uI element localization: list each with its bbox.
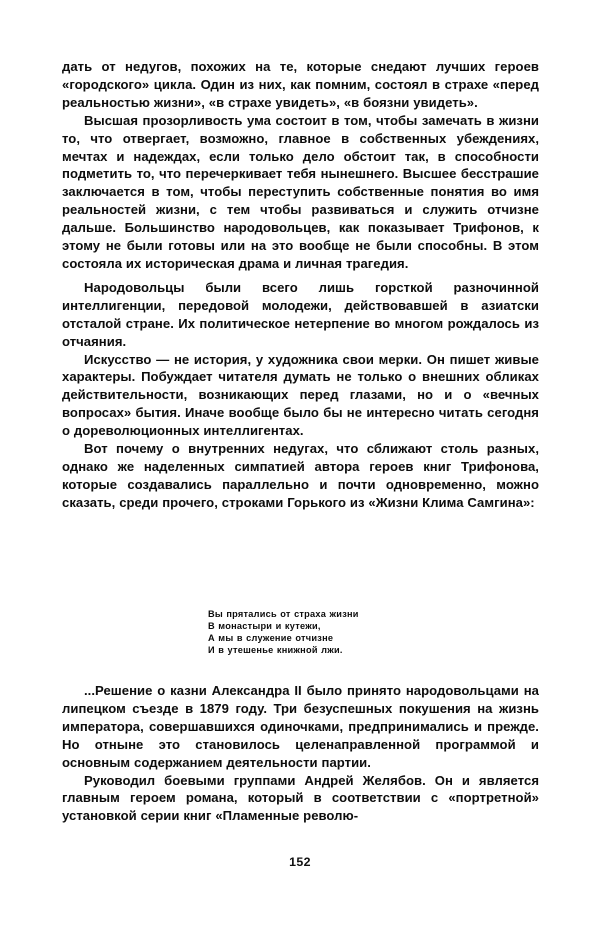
paragraph: ...Решение о казни Александра II было принято народовольцами на липецком съезде в 1879 году. Три безуспешных покушения на жизнь императора, совершавшихся одиночками, предпринимались и прежде. Но отныне это становилось целенаправленной программой и основным содержанием деятельности партии. [62, 683, 539, 770]
paragraph: дать от недугов, похожих на те, которые снедают лучших героев «городского» цикла. Один из них, как помним, состоял в страхе «перед реальностью жизни», «в страхе увидеть», «в боязни увидеть». [62, 59, 539, 110]
verse-quotation [208, 608, 538, 656]
paragraph: Высшая прозорливость ума состоит в том, чтобы замечать в жизни то, что отвергает, возможно, главное в собственных убеждениях, мечтах и надеждах, если только дело обстоит так, в способности подметить то, что перечеркивает тебя нынешнего. Высшее бесстрашие заключается в том, чтобы переступить собственные понятия во имя реальностей жизни, с тем чтобы развиваться и служить отчизне дальше. Большинство народовольцев, как показывает Трифонов, к этому не были готовы или на это вообще не были способны. В этом состояла их историческая драма и личная трагедия. [62, 112, 539, 271]
paragraph: Руководил боевыми группами Андрей Желябов. Он и является главным героем романа, который в соответствии с «портретной» установкой серии книг «Пламенные револю- [62, 772, 539, 824]
verse-line: И в утешенье книжной лжи. [208, 645, 343, 656]
paragraph: Народовольцы были всего лишь горсткой разночинной интеллигенции, передовой молодежи, действовавшей в азиатски отсталой стране. Их политическое нетерпение во многом рождалось из отчаяния. [62, 279, 539, 349]
page-number: 152 [289, 855, 311, 869]
main-text-column [62, 58, 539, 512]
verse-line: Вы прятались от страха жизни [208, 609, 359, 619]
verse-line: В монастыри и кутежи, [208, 621, 321, 632]
paragraph: Вот почему о внутренних недугах, что сближают столь разных, однако же наделенных симпатией автора героев книг Трифонова, которые создавались параллельно и почти одновременно, можно сказать, среди прочего, строками Горького из «Жизни Клима Самгина»: [62, 441, 539, 510]
verse-line: А мы в служение отчизне [208, 633, 334, 644]
lower-text-column [62, 682, 539, 825]
paragraph: Искусство — не история, у художника свои мерки. Он пишет живые характеры. Побуждает читателя думать не только о внешних обликах действительности, возникающих перед глазами, но и о «вечных вопросах» бытия. Иначе вообще было бы не интересно читать сегодня о дореволюционных интеллигентах. [62, 351, 539, 439]
